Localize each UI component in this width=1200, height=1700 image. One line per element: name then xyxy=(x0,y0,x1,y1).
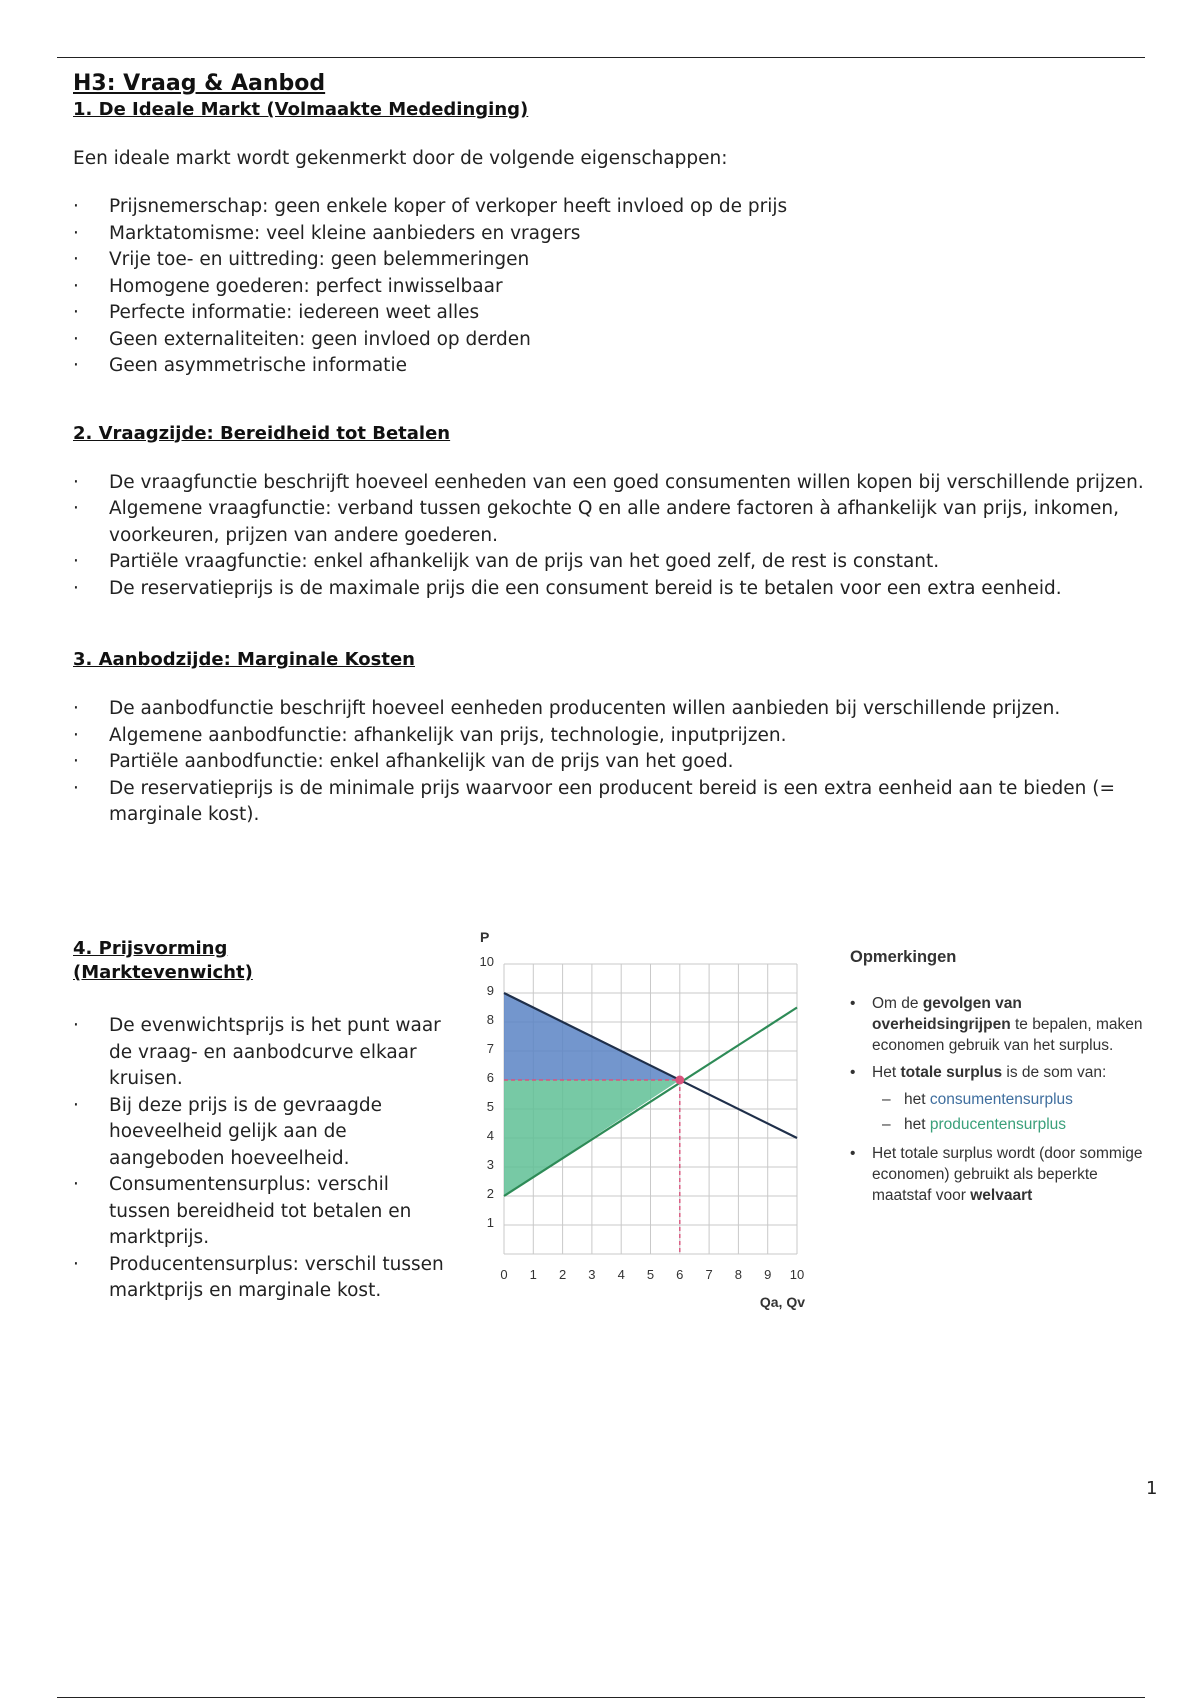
x-tick-label: 8 xyxy=(734,1267,743,1282)
x-tick-label: 5 xyxy=(646,1267,655,1282)
y-tick-label: 7 xyxy=(486,1041,494,1056)
y-tick-label: 10 xyxy=(479,954,494,969)
list-item: · De vraagfunctie beschrijft hoeveel eenheden van een goed consumenten willen kopen bij verschillende prijzen. xyxy=(73,470,1163,497)
notes-subitem-producer xyxy=(872,1112,1155,1137)
list-item: · Geen externaliteiten: geen invloed op derden xyxy=(73,327,1163,354)
text: te bepalen, maken economen gebruik van het surplus. xyxy=(872,1016,1143,1054)
text-bold: totale surplus xyxy=(900,1064,1003,1081)
y-tick-label: 1 xyxy=(486,1215,494,1230)
list-item: · Partiële aanbodfunctie: enkel afhankelijk van de prijs van het goed. xyxy=(73,749,1163,776)
section3-list xyxy=(73,696,1163,829)
list-item: · Homogene goederen: perfect inwisselbaar xyxy=(73,274,1163,301)
section1-heading: 1. De Ideale Markt (Volmaakte Mededinging) xyxy=(73,99,529,120)
top-rule xyxy=(57,57,1145,58)
list-item: · Consumentensurplus: verschil tussen bereidheid tot betalen en marktprijs. xyxy=(73,1172,453,1252)
text: is de som van: xyxy=(1002,1064,1107,1081)
y-tick-label: 5 xyxy=(486,1099,494,1114)
y-tick-label: 4 xyxy=(486,1128,494,1143)
x-tick-label: 0 xyxy=(500,1267,508,1282)
x-tick-label: 1 xyxy=(529,1267,537,1282)
notes-item-2 xyxy=(850,1062,1155,1137)
section1-intro: Een ideale markt wordt gekenmerkt door de volgende eigenschappen: xyxy=(73,148,728,169)
section4-heading-line2: (Marktevenwicht) xyxy=(73,962,253,983)
x-tick-label: 4 xyxy=(617,1267,625,1282)
text: het xyxy=(904,1116,930,1133)
bottom-rule xyxy=(57,1697,1145,1698)
list-item: · Partiële vraagfunctie: enkel afhankelijk van de prijs van het goed zelf, de rest is constant. xyxy=(73,549,1163,576)
list-item: · Perfecte informatie: iedereen weet alles xyxy=(73,300,1163,327)
x-tick-label: 2 xyxy=(558,1267,567,1282)
x-tick-label: 3 xyxy=(588,1267,596,1282)
page-number: 1 xyxy=(1146,1478,1158,1499)
notes-sublist xyxy=(872,1087,1155,1137)
x-tick-label: 9 xyxy=(764,1267,772,1282)
section-demand xyxy=(73,422,1163,603)
text: Het totale surplus wordt (door sommige economen) gebruikt als beperkte maatstaf voor xyxy=(872,1145,1143,1204)
section4-list xyxy=(73,1013,453,1305)
supply-demand-chart xyxy=(470,920,830,1320)
section-price-formation xyxy=(73,937,453,1305)
text-bold: welvaart xyxy=(970,1187,1033,1204)
section-ideal-market xyxy=(73,98,1163,380)
section2-list xyxy=(73,470,1163,603)
text: Om de xyxy=(872,995,923,1012)
x-tick-label: 6 xyxy=(676,1267,684,1282)
notes-item-3 xyxy=(850,1143,1155,1206)
section4-heading-line1: 4. Prijsvorming xyxy=(73,938,228,959)
document-body xyxy=(73,70,1163,829)
equilibrium-point xyxy=(675,1076,684,1085)
section4-heading xyxy=(73,937,453,985)
list-item: · Algemene aanbodfunctie: afhankelijk van prijs, technologie, inputprijzen. xyxy=(73,723,1163,750)
notes-item-1 xyxy=(850,993,1155,1056)
section1-list xyxy=(73,194,1163,380)
y-tick-label: 2 xyxy=(486,1186,494,1201)
consumer-surplus-label: consumentensurplus xyxy=(929,1091,1073,1108)
list-item: · De evenwichtsprijs is het punt waar de vraag- en aanbodcurve elkaar kruisen. xyxy=(73,1013,453,1093)
x-tick-label: 10 xyxy=(789,1267,805,1282)
notes-title: Opmerkingen xyxy=(850,948,957,966)
list-item: · Geen asymmetrische informatie xyxy=(73,353,1163,380)
list-item: · Prijsnemerschap: geen enkele koper of verkoper heeft invloed op de prijs xyxy=(73,194,1163,221)
list-item: · De aanbodfunctie beschrijft hoeveel eenheden producenten willen aanbieden bij verschillende prijzen. xyxy=(73,696,1163,723)
producer-surplus-label: producentensurplus xyxy=(929,1116,1067,1133)
y-tick-label: 9 xyxy=(486,983,494,998)
chart-svg xyxy=(470,920,830,1320)
x-tick-label: 7 xyxy=(705,1267,713,1282)
list-item: · Vrije toe- en uittreding: geen belemmeringen xyxy=(73,247,1163,274)
section3-heading: 3. Aanbodzijde: Marginale Kosten xyxy=(73,649,415,670)
section-supply xyxy=(73,648,1163,829)
text: het xyxy=(904,1091,930,1108)
list-item: · Marktatomisme: veel kleine aanbieders en vragers xyxy=(73,221,1163,248)
text: Het xyxy=(872,1064,901,1081)
list-item: · Algemene vraagfunctie: verband tussen gekochte Q en alle andere factoren à afhankelijk van prijs, inkomen, voorkeuren, prijzen van andere goederen. xyxy=(73,496,1163,549)
notes-subitem-consumer xyxy=(872,1087,1155,1112)
list-item: · De reservatieprijs is de minimale prijs waarvoor een producent bereid is een extra eenheid aan te bieden (= marginale kost). xyxy=(73,776,1163,829)
section2-heading: 2. Vraagzijde: Bereidheid tot Betalen xyxy=(73,422,451,444)
x-axis-label: Qa, Qv xyxy=(759,1294,805,1310)
notes-list xyxy=(850,993,1155,1206)
y-tick-label: 6 xyxy=(486,1070,494,1085)
y-tick-label: 3 xyxy=(486,1157,494,1172)
y-axis-label: P xyxy=(480,929,490,945)
page-title: H3: Vraag & Aanbod xyxy=(73,71,326,96)
text-bold: gevolgen van overheidsingrijpen xyxy=(872,995,1022,1033)
y-tick-label: 8 xyxy=(486,1012,494,1027)
list-item: · De reservatieprijs is de maximale prijs die een consument bereid is te betalen voor een extra eenheid. xyxy=(73,576,1163,603)
list-item: · Producentensurplus: verschil tussen marktprijs en marginale kost. xyxy=(73,1252,453,1305)
notes-panel xyxy=(850,948,1155,1212)
list-item: · Bij deze prijs is de gevraagde hoeveelheid gelijk aan de aangeboden hoeveelheid. xyxy=(73,1093,453,1173)
